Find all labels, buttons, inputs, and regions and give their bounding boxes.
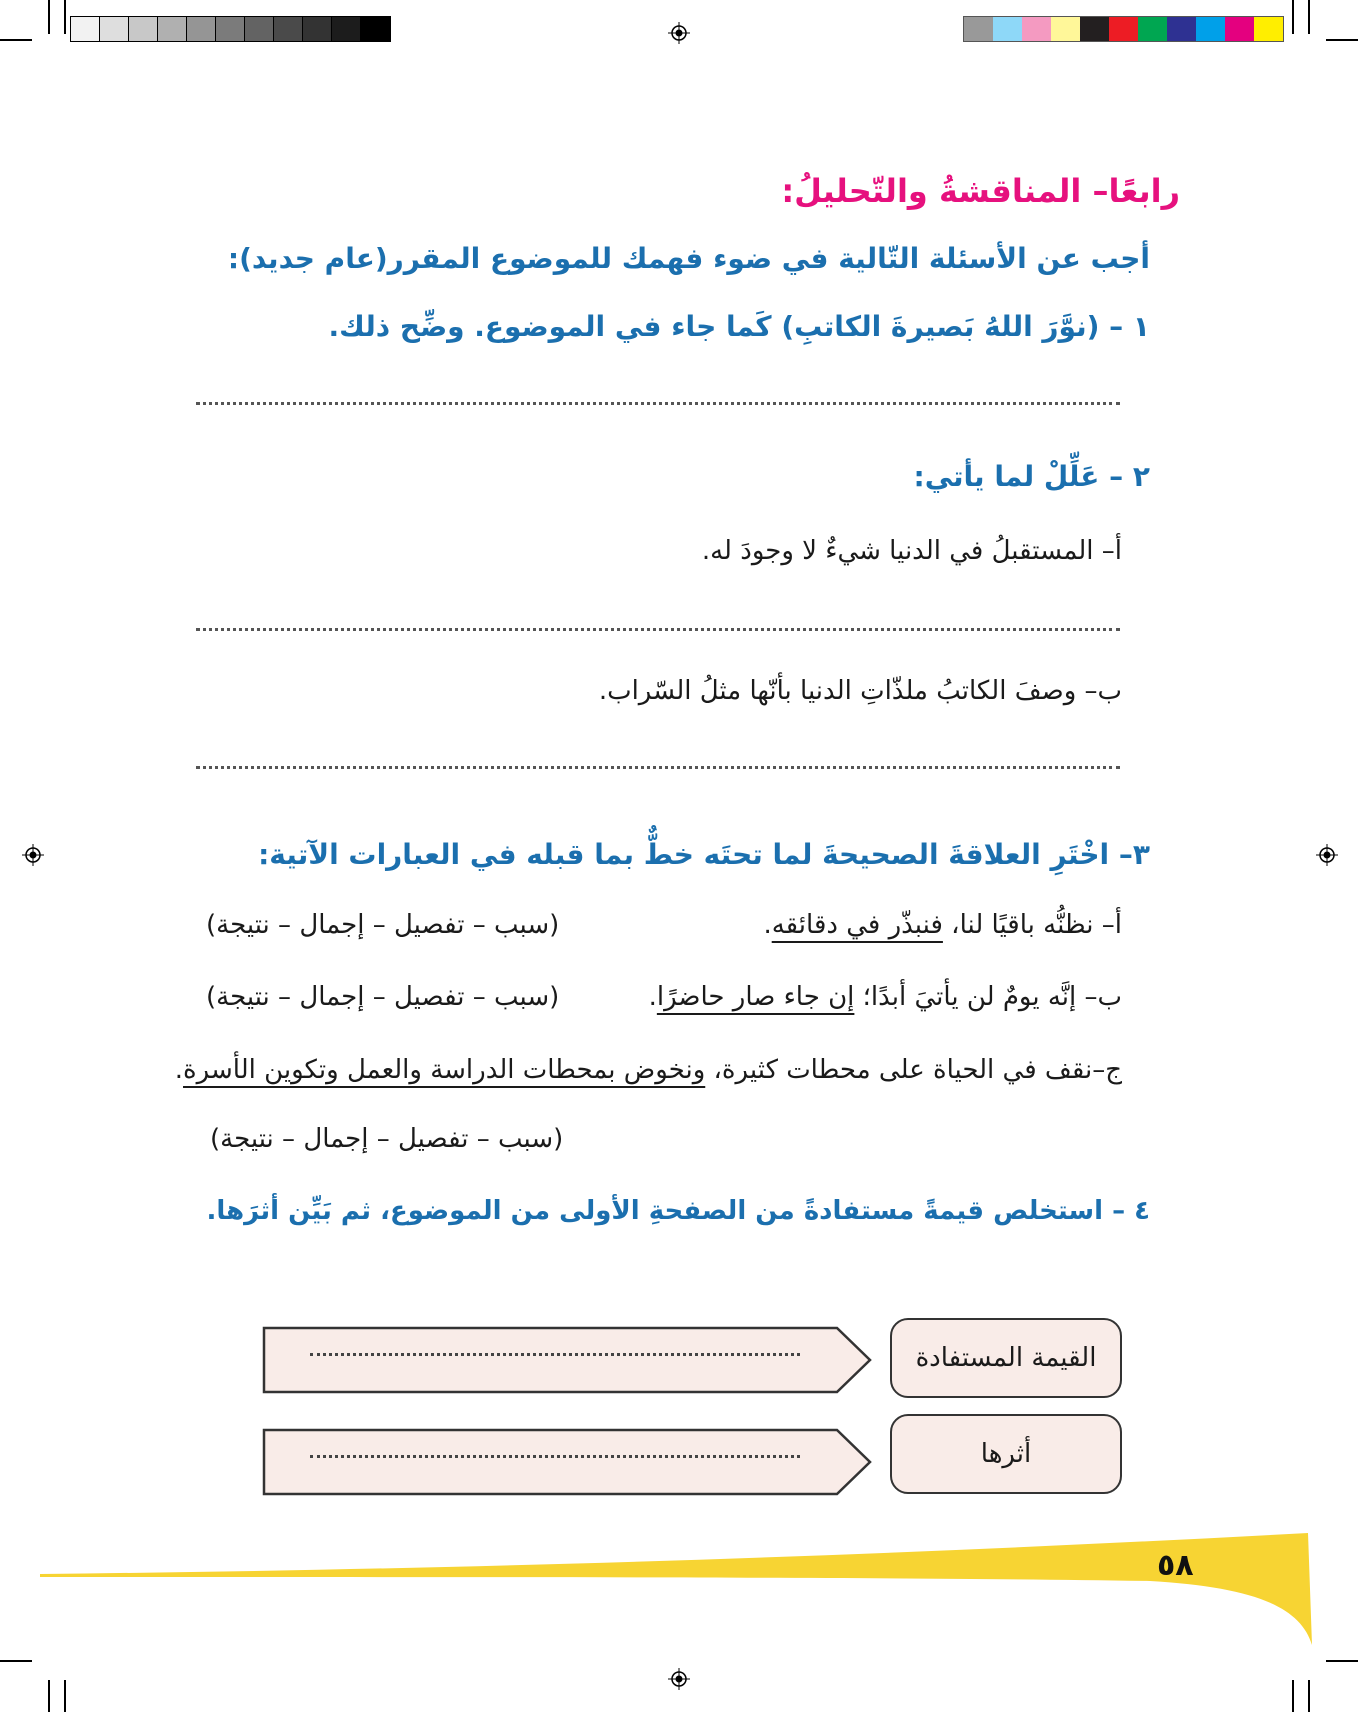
value-label-box xyxy=(890,1318,1122,1398)
question-3a-text: أ– نظنُّه باقيًا لنا، xyxy=(942,910,1122,940)
question-3c-end: . xyxy=(174,1055,184,1085)
options: (سبب – تفصيل – إجمال – نتيجة) xyxy=(210,1124,564,1154)
question-2: ٢ – عَلِّلْ لما يأتي: xyxy=(913,460,1150,493)
underlined-phrase: إن جاء صار حاضرًا xyxy=(656,982,855,1012)
question-3: ٣– اخْتَرِ العلاقةَ الصحيحةَ لما تحتَه خطٌّ بما قبله في العبارات الآتية: xyxy=(258,838,1150,871)
answer-line xyxy=(196,766,1120,769)
question-2a: أ– المستقبلُ في الدنيا شيءٌ لا وجودَ له. xyxy=(701,536,1122,566)
registration-mark-icon xyxy=(22,844,44,866)
question-2b: ب– وصفَ الكاتبُ ملذّاتِ الدنيا بأنّها مثلُ السّراب. xyxy=(598,676,1122,706)
section-heading: رابعًا– المناقشةُ والتّحليلُ: xyxy=(781,172,1180,210)
answer-arrow-1 xyxy=(262,1326,872,1394)
question-3c-text: ج–نقف في الحياة على محطات كثيرة، xyxy=(705,1055,1122,1085)
answer-line xyxy=(310,1455,800,1458)
registration-mark-icon xyxy=(668,22,690,44)
effect-label: أثرها xyxy=(980,1439,1032,1469)
answer-line xyxy=(196,628,1120,631)
question-3b xyxy=(649,982,1122,1012)
options: (سبب – تفصيل – إجمال – نتيجة) xyxy=(206,982,560,1012)
registration-mark-icon xyxy=(1316,844,1338,866)
question-1: ١ – (نوَّرَ اللهُ بَصيرةَ الكاتبِ) كَما جاء في الموضوع. وضِّح ذلك. xyxy=(328,310,1150,343)
footer-band xyxy=(0,1525,1358,1645)
color-calibration-bar xyxy=(963,16,1284,42)
effect-label-box xyxy=(890,1414,1122,1494)
answer-line xyxy=(310,1353,800,1356)
value-label: القيمة المستفادة xyxy=(915,1343,1097,1373)
underlined-phrase: ونخوض بمحطات الدراسة والعمل وتكوين الأسرة xyxy=(183,1055,706,1085)
answer-line xyxy=(196,402,1120,405)
answer-arrow-2 xyxy=(262,1428,872,1496)
question-3b-text: ب– إنَّه يومٌ لن يأتيَ أبدًا؛ xyxy=(854,982,1122,1012)
question-3b-end: . xyxy=(648,982,657,1012)
grayscale-calibration-bar xyxy=(70,16,391,42)
question-4: ٤ – استخلص قيمةً مستفادةً من الصفحةِ الأولى من الموضوع، ثم بَيِّن أثرَها. xyxy=(206,1196,1150,1226)
question-3a-end: . xyxy=(763,910,772,940)
registration-mark-icon xyxy=(668,1668,690,1690)
instructions: أجب عن الأسئلة التّالية في ضوء فهمك للموضوع المقرر(عام جديد): xyxy=(227,242,1150,275)
question-3c xyxy=(175,1055,1122,1085)
underlined-phrase: فنبذّر في دقائقه xyxy=(771,910,943,940)
question-3a xyxy=(763,910,1122,940)
options: (سبب – تفصيل – إجمال – نتيجة) xyxy=(206,910,560,940)
page-number: ٥٨ xyxy=(1157,1548,1194,1583)
